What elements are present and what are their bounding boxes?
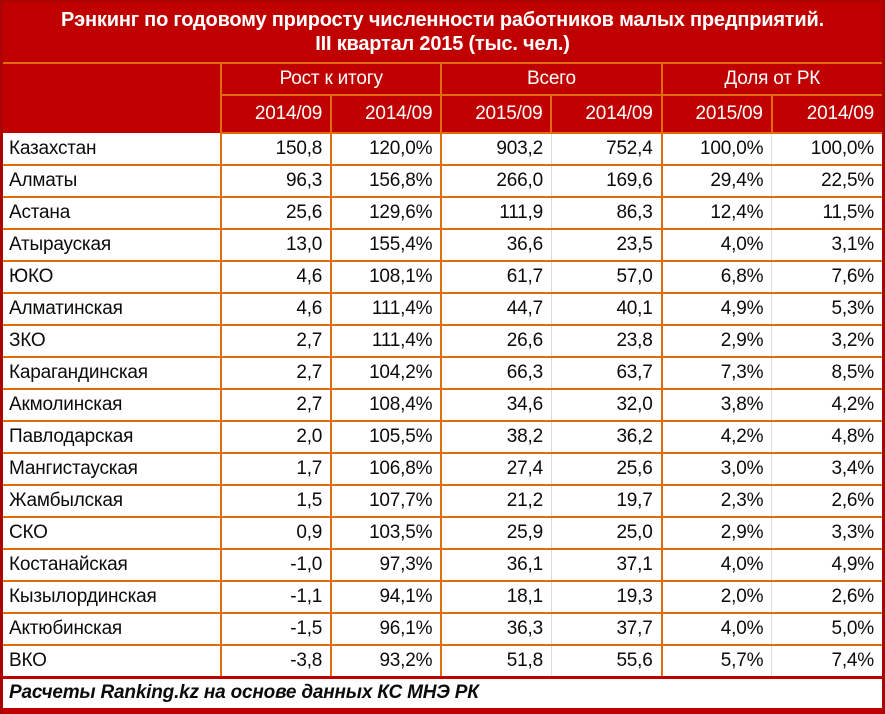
subheader-growth-abs: 2014/09 [221,95,331,133]
subheader-total-2015: 2015/09 [441,95,551,133]
value-cell: 3,0% [662,453,772,485]
value-cell: 36,3 [441,613,551,645]
value-cell: 7,4% [772,645,882,676]
value-cell: 5,0% [772,613,882,645]
subheader-share-2014: 2014/09 [772,95,882,133]
value-cell: 5,3% [772,293,882,325]
column-group-growth: Рост к итогу [221,64,441,95]
value-cell: 19,3 [551,581,661,613]
table-row [3,581,882,613]
value-cell: 150,8 [221,133,331,165]
value-cell: 2,0% [662,581,772,613]
value-cell: 103,5% [331,517,441,549]
table-row [3,197,882,229]
value-cell: 63,7 [551,357,661,389]
column-group-share: Доля от РК [662,64,882,95]
value-cell: 105,5% [331,421,441,453]
value-cell: 11,5% [772,197,882,229]
table-row [3,645,882,676]
figure-title-line1: Рэнкинг по годовому приросту численности работников малых предприятий. [61,9,824,31]
subheader-growth-pct: 2014/09 [331,95,441,133]
table-row [3,165,882,197]
value-cell: 129,6% [331,197,441,229]
value-cell: 4,0% [662,229,772,261]
table-header [3,64,882,133]
value-cell: 26,6 [441,325,551,357]
value-cell: 7,6% [772,261,882,293]
region-cell: Кызылординская [3,581,221,613]
value-cell: 86,3 [551,197,661,229]
value-cell: 104,2% [331,357,441,389]
value-cell: 12,4% [662,197,772,229]
value-cell: 3,4% [772,453,882,485]
region-cell: Атырауская [3,229,221,261]
value-cell: 111,9 [441,197,551,229]
value-cell: 4,2% [662,421,772,453]
value-cell: 25,6 [551,453,661,485]
figure-title-line2: III квартал 2015 (тыс. чел.) [315,33,570,55]
value-cell: 25,9 [441,517,551,549]
region-cell: Казахстан [3,133,221,165]
table-row [3,453,882,485]
value-cell: 266,0 [441,165,551,197]
value-cell: 19,7 [551,485,661,517]
table-row [3,325,882,357]
value-cell: 36,2 [551,421,661,453]
table-row [3,389,882,421]
value-cell: 23,5 [551,229,661,261]
value-cell: 4,8% [772,421,882,453]
region-cell: Костанайская [3,549,221,581]
value-cell: 3,2% [772,325,882,357]
value-cell: 169,6 [551,165,661,197]
value-cell: 107,7% [331,485,441,517]
subheader-total-2014: 2014/09 [551,95,661,133]
value-cell: 108,4% [331,389,441,421]
value-cell: 94,1% [331,581,441,613]
region-cell: Карагандинская [3,357,221,389]
value-cell: 4,6 [221,293,331,325]
value-cell: 18,1 [441,581,551,613]
value-cell: 752,4 [551,133,661,165]
corner-cell [3,64,221,133]
table-row [3,133,882,165]
data-table [3,64,882,676]
table-row [3,229,882,261]
region-cell: Мангистауская [3,453,221,485]
source-note: Расчеты Ranking.kz на основе данных КС МНЭ РК [3,676,882,708]
subheader-share-2015: 2015/09 [662,95,772,133]
value-cell: 120,0% [331,133,441,165]
value-cell: -1,1 [221,581,331,613]
table-row [3,613,882,645]
value-cell: 29,4% [662,165,772,197]
region-cell: ЗКО [3,325,221,357]
value-cell: 2,7 [221,325,331,357]
value-cell: 13,0 [221,229,331,261]
value-cell: 1,5 [221,485,331,517]
region-cell: Алматинская [3,293,221,325]
region-cell: СКО [3,517,221,549]
value-cell: 5,7% [662,645,772,676]
value-cell: 96,1% [331,613,441,645]
value-cell: 2,7 [221,389,331,421]
value-cell: 156,8% [331,165,441,197]
region-cell: Жамбылская [3,485,221,517]
value-cell: 2,3% [662,485,772,517]
value-cell: 2,9% [662,325,772,357]
value-cell: 2,6% [772,581,882,613]
value-cell: 4,9% [662,293,772,325]
value-cell: 40,1 [551,293,661,325]
region-cell: Павлодарская [3,421,221,453]
value-cell: 7,3% [662,357,772,389]
value-cell: 66,3 [441,357,551,389]
value-cell: 23,8 [551,325,661,357]
value-cell: 61,7 [441,261,551,293]
value-cell: 2,6% [772,485,882,517]
region-cell: ВКО [3,645,221,676]
region-cell: Акмолинская [3,389,221,421]
region-cell: Актюбинская [3,613,221,645]
value-cell: 111,4% [331,293,441,325]
table-row [3,261,882,293]
value-cell: 51,8 [441,645,551,676]
value-cell: 37,1 [551,549,661,581]
value-cell: 93,2% [331,645,441,676]
value-cell: 36,6 [441,229,551,261]
value-cell: -3,8 [221,645,331,676]
value-cell: -1,5 [221,613,331,645]
value-cell: 2,9% [662,517,772,549]
value-cell: 3,8% [662,389,772,421]
value-cell: 111,4% [331,325,441,357]
value-cell: 37,7 [551,613,661,645]
value-cell: 106,8% [331,453,441,485]
column-group-row [3,64,882,95]
table-row [3,517,882,549]
value-cell: 903,2 [441,133,551,165]
value-cell: 6,8% [662,261,772,293]
region-cell: ЮКО [3,261,221,293]
value-cell: 0,9 [221,517,331,549]
column-group-total: Всего [441,64,661,95]
value-cell: 21,2 [441,485,551,517]
figure-title [3,2,882,64]
value-cell: 4,2% [772,389,882,421]
value-cell: 25,0 [551,517,661,549]
value-cell: 34,6 [441,389,551,421]
value-cell: 2,0 [221,421,331,453]
value-cell: 3,1% [772,229,882,261]
value-cell: 22,5% [772,165,882,197]
value-cell: 96,3 [221,165,331,197]
value-cell: 4,6 [221,261,331,293]
value-cell: 32,0 [551,389,661,421]
table-row [3,357,882,389]
value-cell: 100,0% [662,133,772,165]
value-cell: 100,0% [772,133,882,165]
value-cell: 97,3% [331,549,441,581]
value-cell: 8,5% [772,357,882,389]
region-cell: Астана [3,197,221,229]
value-cell: 2,7 [221,357,331,389]
value-cell: 155,4% [331,229,441,261]
value-cell: 4,0% [662,613,772,645]
value-cell: -1,0 [221,549,331,581]
bottom-red-bar [3,708,882,714]
value-cell: 3,3% [772,517,882,549]
table-body [3,133,882,676]
table-row [3,421,882,453]
table-row [3,293,882,325]
table-row [3,485,882,517]
value-cell: 57,0 [551,261,661,293]
value-cell: 44,7 [441,293,551,325]
table-row [3,549,882,581]
value-cell: 36,1 [441,549,551,581]
value-cell: 25,6 [221,197,331,229]
region-cell: Алматы [3,165,221,197]
value-cell: 27,4 [441,453,551,485]
value-cell: 55,6 [551,645,661,676]
value-cell: 4,9% [772,549,882,581]
value-cell: 4,0% [662,549,772,581]
value-cell: 38,2 [441,421,551,453]
value-cell: 108,1% [331,261,441,293]
value-cell: 1,7 [221,453,331,485]
